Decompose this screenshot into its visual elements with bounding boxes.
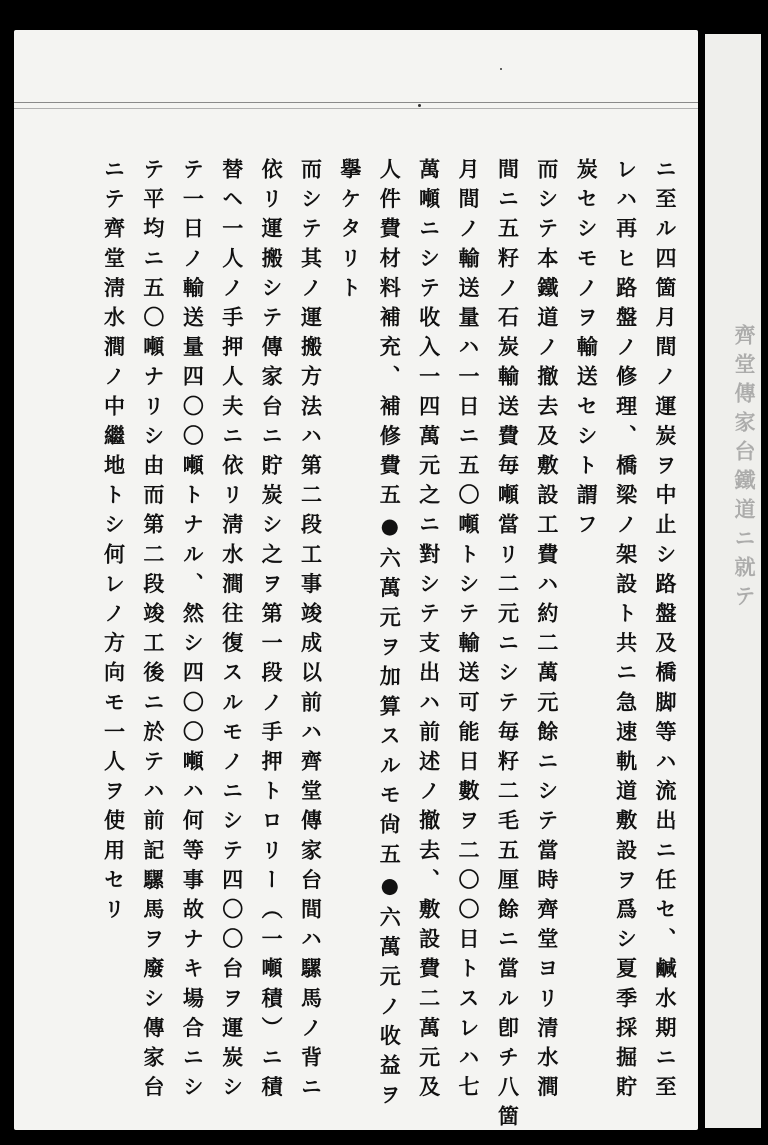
text-column-7: 萬噸ニシテ收入一四萬元之ニ對シテ支出ハ前述ノ撤去、敷設費二萬元及	[416, 158, 442, 1106]
text-column-14: テ平均ニ五〇噸ナリシ由而第二段竣工後ニ於テハ前記騾馬ヲ廢シ傳家台	[140, 158, 166, 1106]
header-rule	[14, 102, 698, 103]
text-column-12: 替ヘ一人ノ手押人夫ニ依リ淸水澗往復スルモノニシテ四〇〇台ヲ運炭シ	[219, 158, 245, 1106]
vertical-text-body	[91, 158, 682, 1135]
scan-speck	[418, 104, 421, 107]
book-page	[14, 30, 698, 1135]
text-column-1: ニ至ル四箇月間ノ運炭ヲ中止シ路盤及橋脚等ハ流出ニ任セ、鹹水期ニ至	[653, 158, 678, 1106]
text-column-13: テ一日ノ輸送量四〇〇噸トナル、然シ四〇〇噸ハ何等事故ナキ場合ニシ	[180, 158, 206, 1106]
text-column-9: 擧ケタリト	[337, 158, 363, 306]
text-column-2: レハ再ヒ路盤ノ修理、橋梁ノ架設ト共ニ急速軌道敷設ヲ爲シ夏季採掘貯	[613, 158, 639, 1106]
scan-speck	[500, 68, 502, 70]
text-column-3: 炭セシモノヲ輸送セシト謂フ	[574, 158, 600, 543]
adjacent-page-edge	[705, 34, 761, 1128]
text-column-8: 人件費材料補充、補修費五●六萬元ヲ加算スルモ尙五●六萬元ノ收益ヲ	[377, 158, 403, 1114]
text-column-15: ニテ齊堂淸水澗ノ中繼地トシ何レノ方向モ一人ヲ使用セリ	[101, 158, 127, 928]
text-column-5: 間ニ五籽ノ石炭輸送費毎噸當リ二元ニシテ毎籽二毛五厘餘ニ當ル卽チ八箇	[495, 158, 521, 1135]
page-gutter	[698, 30, 705, 1130]
header-rule-secondary	[14, 108, 698, 109]
text-column-4: 而シテ本鐵道ノ撤去及敷設工費ハ約二萬元餘ニシテ當時齊堂ヨリ清水澗	[534, 158, 560, 1106]
text-column-11: 依リ運搬シテ傳家台ニ貯炭シ之ヲ第一段ノ手押トロリー（一噸積）ニ積	[259, 158, 285, 1106]
text-column-6: 月間ノ輸送量ハ一日ニ五〇噸トシテ輸送可能日數ヲ二〇〇日トスレハ七	[456, 158, 482, 1106]
text-column-10: 而シテ其ノ運搬方法ハ第二段工事竣成以前ハ齊堂傳家台間ハ騾馬ノ背ニ	[298, 158, 324, 1106]
bleed-through-text: 齊堂傳家台鐵道ニ就テ	[732, 324, 757, 614]
